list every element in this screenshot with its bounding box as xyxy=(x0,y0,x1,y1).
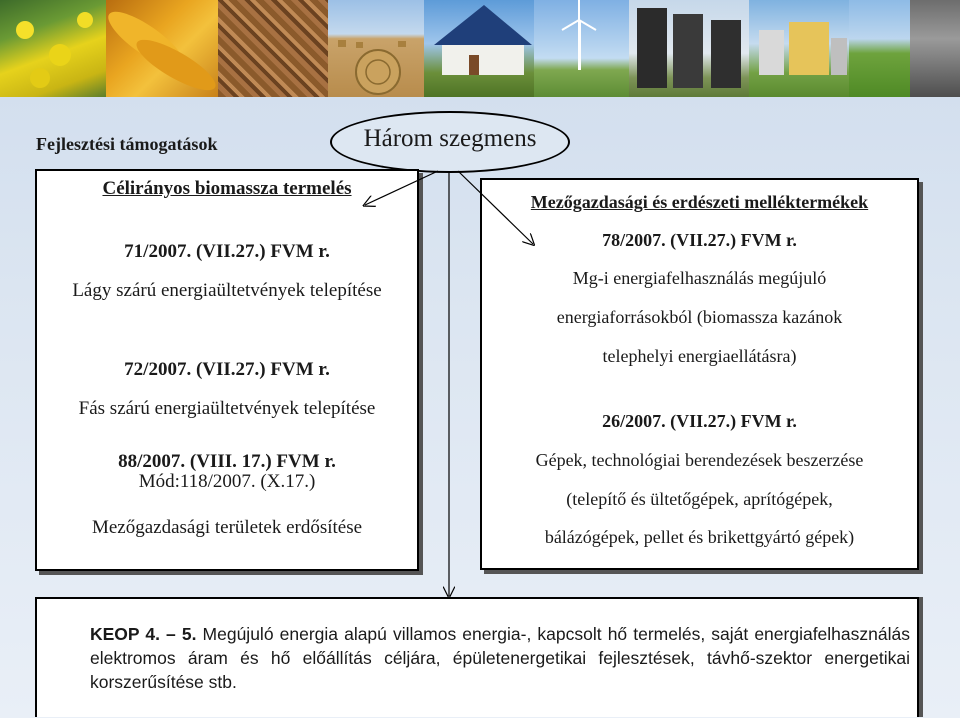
left-reg1-desc: Lágy szárú energiaültetvények telepítése xyxy=(72,280,382,301)
right-reg2: 26/2007. (VII.27.) FVM r. xyxy=(602,411,797,431)
left-reg1: 71/2007. (VII.27.) FVM r. xyxy=(124,241,330,262)
left-title: Fejlesztési támogatások xyxy=(36,134,218,154)
keop-text: Megújuló energia alapú villamos energia-, kapcsolt hő termelés, saját energiafelhasználás elektromos áram és hő előállítás céljára, épületenergetikai fejlesztések, távhő-szektor energetikai korszerűsítése stb. xyxy=(90,624,910,692)
right-box-heading: Mezőgazdasági és erdészeti melléktermékek xyxy=(530,192,869,212)
left-reg3-mod: Mód:118/2007. (X.17.) xyxy=(138,471,316,492)
left-box-heading: Célirányos biomassza termelés xyxy=(102,178,352,199)
right-reg1: 78/2007. (VII.27.) FVM r. xyxy=(602,230,797,250)
right-reg2-line1: Gépek, technológiai berendezések beszerzése xyxy=(535,450,864,470)
left-reg3-desc: Mezőgazdasági területek erdősítése xyxy=(91,517,363,538)
right-reg1-line1: Mg-i energiafelhasználás megújuló xyxy=(572,268,827,288)
left-reg2: 72/2007. (VII.27.) FVM r. xyxy=(124,359,330,380)
arrow-to-left-box xyxy=(365,171,438,205)
keop-lead: KEOP 4. – 5. xyxy=(90,624,197,644)
right-reg2-line3: bálázógépek, pellet és brikettgyártó gépek) xyxy=(544,527,855,547)
left-reg2-desc: Fás szárú energiaültetvények telepítése xyxy=(78,398,376,419)
left-reg3: 88/2007. (VIII. 17.) FVM r. xyxy=(118,451,336,472)
right-reg2-line2: (telepítő és ültetőgépek, aprítógépek, xyxy=(566,489,833,509)
arrow-to-right-box xyxy=(458,171,533,244)
right-reg1-line3: telephelyi energiaellátásra) xyxy=(602,346,797,366)
right-reg1-line2: energiaforrásokból (biomassza kazánok xyxy=(556,307,843,327)
segments-title: Három szegmens xyxy=(363,125,537,152)
